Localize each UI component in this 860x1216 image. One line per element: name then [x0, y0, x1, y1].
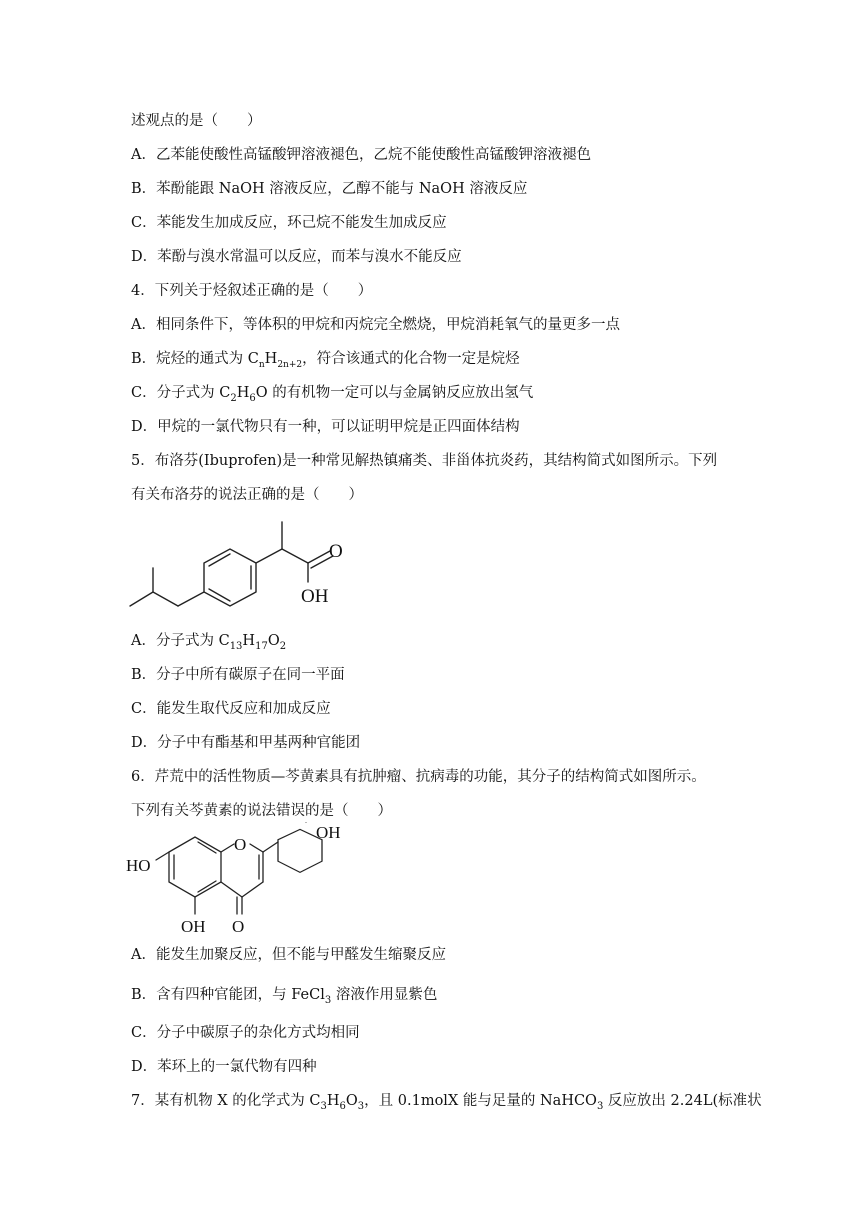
apigenin-ho-left: HO: [126, 856, 151, 875]
q3-option-d: D．苯酚与溴水常温可以反应，而苯与溴水不能反应: [131, 249, 462, 265]
q4-option-c: [131, 383, 533, 409]
q7-mid: ，且 0.1molX 能与足量的 NaHCO: [364, 1093, 597, 1109]
q7-sub2: 6: [339, 1100, 346, 1112]
q5-stem-line1: 5．布洛芬(Ibuprofen)是一种常见解热镇痛类、非甾体抗炎药，其结构简式如图所示。下列: [131, 453, 718, 469]
apigenin-oh-top: OH: [316, 823, 341, 842]
q4-option-c-pre: C．分子式为 C: [131, 385, 231, 401]
q7-h: H: [326, 1093, 340, 1109]
q4-option-b-pre: B．烷烃的通式为 C: [131, 351, 259, 367]
q7-sub3: 3: [357, 1100, 365, 1112]
q5-option-a-pre: A．分子式为 C: [131, 633, 230, 649]
q5-option-a-o: O: [267, 633, 280, 649]
q6-option-b-post: 溶液作用显紫色: [331, 987, 438, 1003]
q5-option-a-sub1: 13: [229, 640, 243, 652]
q3-option-b: B．苯酚能跟 NaOH 溶液反应，乙醇不能与 NaOH 溶液反应: [131, 181, 528, 197]
q6-option-b-sub: 3: [324, 994, 332, 1006]
q4-option-d: D．甲烷的一氯代物只有一种，可以证明甲烷是正四面体结构: [131, 419, 520, 435]
q4-option-c-sub1: 2: [230, 392, 237, 404]
q7-stem: [131, 1091, 762, 1117]
q6-option-d: D．苯环上的一氯代物有四种: [131, 1059, 317, 1075]
ibuprofen-hydroxyl: OH: [301, 586, 329, 607]
q5-option-b: B．分子中所有碳原子在同一平面: [131, 667, 345, 683]
apigenin-ring-o: O: [234, 835, 247, 854]
q3-option-c: C．苯能发生加成反应，环己烷不能发生加成反应: [131, 215, 447, 231]
apigenin-keto-o: O: [232, 917, 245, 936]
q3-option-a: A．乙苯能使酸性高锰酸钾溶液褪色，乙烷不能使酸性高锰酸钾溶液褪色: [131, 147, 591, 163]
q5-option-a-sub2: 17: [255, 640, 268, 652]
q4-option-b: [131, 349, 520, 375]
ibuprofen-carbonyl-o: O: [329, 541, 343, 562]
q6-option-b: [131, 985, 437, 1011]
q7-sub4: 3: [596, 1100, 604, 1112]
q4-option-c-post: O 的有机物一定可以与金属钠反应放出氢气: [255, 385, 534, 401]
apigenin-structure: [124, 822, 356, 938]
q4-option-b-sub-2n2: 2n+2: [277, 359, 303, 370]
q5-option-c: C．能发生取代反应和加成反应: [131, 701, 331, 717]
q4-stem: 4．下列关于烃叙述正确的是（ ）: [131, 283, 373, 299]
apigenin-oh-bottom: OH: [181, 917, 206, 936]
q4-option-c-sub2: 6: [249, 392, 256, 404]
q4-option-b-post: ，符合该通式的化合物一定是烷烃: [302, 351, 520, 367]
q5-option-a-h: H: [242, 633, 256, 649]
q4-option-c-h: H: [236, 385, 250, 401]
q5-option-a-sub3: 2: [279, 640, 287, 652]
q6-option-c: C．分子中碳原子的杂化方式均相同: [131, 1025, 360, 1041]
q7-pre: 7．某有机物 X 的化学式为 C: [131, 1093, 321, 1109]
q4-option-b-h: H: [264, 351, 278, 367]
q5-stem-line2: 有关布洛芬的说法正确的是（ ）: [131, 487, 363, 503]
q7-o: O: [345, 1093, 358, 1109]
q6-stem-line2: 下列有关芩黄素的说法错误的是（ ）: [131, 803, 392, 819]
q5-option-a: [131, 631, 286, 657]
q6-option-b-pre: B．含有四种官能团，与 FeCl: [131, 987, 325, 1003]
q6-stem-line1: 6．芹荒中的活性物质—芩黄素具有抗肿瘤、抗病毒的功能，其分子的结构简式如图所示。: [131, 769, 706, 785]
q5-option-d: D．分子中有酯基和甲基两种官能团: [131, 735, 361, 751]
ibuprofen-structure: [126, 516, 366, 612]
q7-post: 反应放出 2.24L(标准状: [603, 1093, 762, 1109]
q6-option-a: A．能发生加聚反应，但不能与甲醛发生缩聚反应: [131, 947, 446, 963]
q7-sub1: 3: [320, 1100, 327, 1112]
q3-stem-tail: 述观点的是（ ）: [131, 113, 262, 129]
q4-option-a: A．相同条件下，等体积的甲烷和丙烷完全燃烧，甲烷消耗氧气的量更多一点: [131, 317, 620, 333]
q4-option-b-sub-n: n: [258, 359, 265, 370]
